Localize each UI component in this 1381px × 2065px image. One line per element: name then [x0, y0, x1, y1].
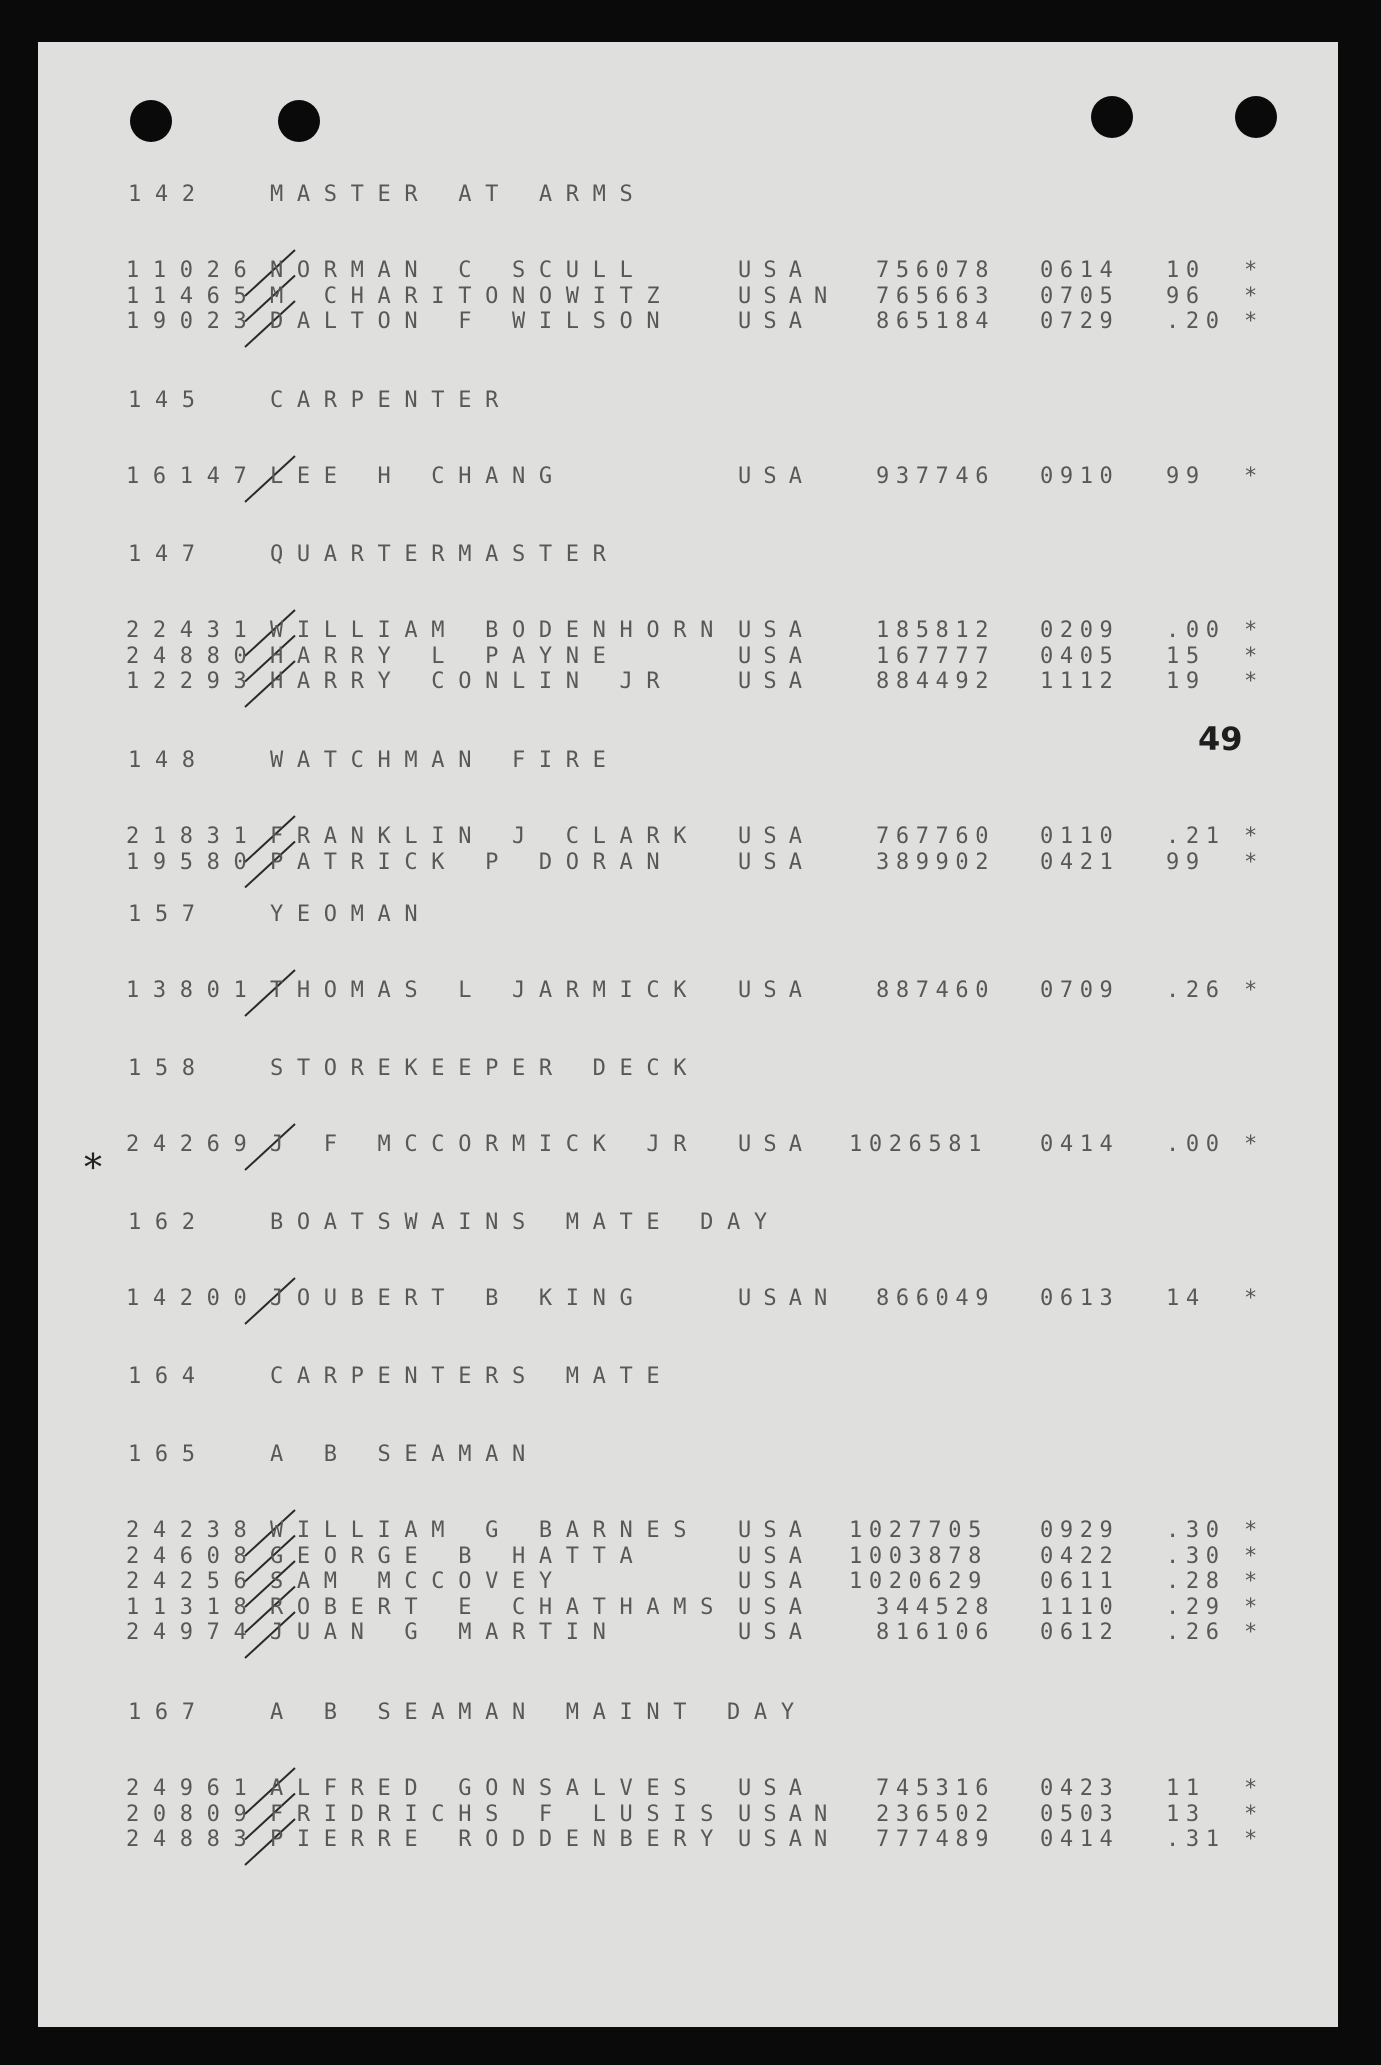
rate-value: .31: [1166, 1827, 1226, 1852]
asterisk-marker: *: [1244, 1776, 1258, 1801]
rate-value: 19: [1166, 669, 1206, 694]
seaman-name: JOUBERT B KING: [270, 1286, 647, 1311]
seaman-name: DALTON F WILSON: [270, 309, 674, 334]
date-code: 0503: [1040, 1801, 1120, 1827]
asterisk-marker: *: [1244, 1620, 1258, 1645]
asterisk-marker: *: [1244, 1569, 1258, 1594]
check-marks-layer: [38, 42, 1338, 2027]
seaman-id: 24269: [126, 1132, 261, 1157]
asterisk-marker: *: [1244, 283, 1258, 309]
date-code: 0209: [1040, 618, 1120, 643]
rating-title: A B SEAMAN MAINT DAY: [270, 1700, 808, 1725]
rate-value: .26: [1166, 978, 1226, 1003]
seaman-name: HARRY CONLIN JR: [270, 669, 674, 694]
seaman-id: 20809: [126, 1801, 261, 1827]
seaman-name: WILLIAM BODENHORN: [270, 618, 728, 643]
seaman-name: M CHARITONOWITZ: [270, 283, 674, 309]
date-code: 0414: [1040, 1827, 1120, 1852]
certificate-number: 185812: [876, 618, 996, 643]
seaman-name: LEE H CHANG: [270, 464, 566, 489]
seaman-id: 16147: [126, 464, 261, 489]
rating-title: BOATSWAINS MATE DAY: [270, 1210, 781, 1235]
certificate-number: 1027705: [849, 1518, 988, 1543]
date-code: 0709: [1040, 978, 1120, 1003]
certificate-number: 344528: [876, 1594, 996, 1620]
citizenship-code: USA: [738, 1776, 815, 1801]
certificate-number: 866049: [876, 1286, 996, 1311]
rating-code: 165: [128, 1442, 209, 1467]
date-code: 0423: [1040, 1776, 1120, 1801]
certificate-number: 777489: [876, 1827, 996, 1852]
seaman-id: 13801: [126, 978, 261, 1003]
seaman-name: FRIDRICHS F LUSIS: [270, 1801, 728, 1827]
seaman-name: GEORGE B HATTA: [270, 1543, 647, 1569]
rate-value: .30: [1166, 1543, 1226, 1569]
citizenship-code: USAN: [738, 1286, 840, 1311]
date-code: 0612: [1040, 1620, 1120, 1645]
citizenship-code: USA: [738, 1518, 815, 1543]
seaman-id: 11026: [126, 258, 261, 283]
seaman-id: 19580: [126, 849, 261, 875]
certificate-number: 756078: [876, 258, 996, 283]
rating-title: CARPENTER: [270, 388, 512, 413]
rating-title: STOREKEEPER DECK: [270, 1056, 701, 1081]
rating-code: 158: [128, 1056, 209, 1081]
rating-code: 167: [128, 1700, 209, 1725]
date-code: 0613: [1040, 1286, 1120, 1311]
asterisk-marker: *: [1244, 669, 1258, 694]
date-code: 0729: [1040, 309, 1120, 334]
certificate-number: 937746: [876, 464, 996, 489]
date-code: 0110: [1040, 824, 1120, 849]
rate-value: .20: [1166, 309, 1226, 334]
rate-value: .28: [1166, 1569, 1226, 1594]
citizenship-code: USAN: [738, 1827, 840, 1852]
citizenship-code: USA: [738, 1594, 815, 1620]
asterisk-marker: *: [1244, 1543, 1258, 1569]
asterisk-marker: *: [1244, 643, 1258, 669]
seaman-id: 22431: [126, 618, 261, 643]
seaman-name: PATRICK P DORAN: [270, 849, 674, 875]
asterisk-marker: *: [1244, 1518, 1258, 1543]
rate-value: 99: [1166, 849, 1206, 875]
rate-value: .21: [1166, 824, 1226, 849]
citizenship-code: USA: [738, 309, 815, 334]
certificate-number: 767760: [876, 824, 996, 849]
rate-value: 99: [1166, 464, 1206, 489]
seaman-id: 11465: [126, 283, 261, 309]
date-code: 0414: [1040, 1132, 1120, 1157]
date-code: 0929: [1040, 1518, 1120, 1543]
seaman-name: THOMAS L JARMICK: [270, 978, 701, 1003]
seaman-name: ALFRED GONSALVES: [270, 1776, 701, 1801]
seaman-name: PIERRE RODDENBERY: [270, 1827, 728, 1852]
citizenship-code: USAN: [738, 283, 840, 309]
citizenship-code: USA: [738, 978, 815, 1003]
seaman-id: 24880: [126, 643, 261, 669]
rating-code: 142: [128, 182, 209, 207]
citizenship-code: USA: [738, 258, 815, 283]
seaman-id: 11318: [126, 1594, 261, 1620]
citizenship-code: USA: [738, 849, 815, 875]
seaman-name: FRANKLIN J CLARK: [270, 824, 701, 849]
seaman-id: 24608: [126, 1543, 261, 1569]
certificate-number: 884492: [876, 669, 996, 694]
asterisk-marker: *: [1244, 618, 1258, 643]
rate-value: 96: [1166, 283, 1206, 309]
document-page: [38, 42, 1338, 2027]
rate-value: .30: [1166, 1518, 1226, 1543]
citizenship-code: USA: [738, 1620, 815, 1645]
asterisk-marker: *: [1244, 309, 1258, 334]
citizenship-code: USA: [738, 1543, 815, 1569]
date-code: 0910: [1040, 464, 1120, 489]
asterisk-marker: *: [1244, 1801, 1258, 1827]
rating-title: WATCHMAN FIRE: [270, 748, 620, 773]
date-code: 1112: [1040, 669, 1120, 694]
certificate-number: 887460: [876, 978, 996, 1003]
asterisk-marker: *: [1244, 1286, 1258, 1311]
seaman-id: 24974: [126, 1620, 261, 1645]
date-code: 0614: [1040, 258, 1120, 283]
rating-title: CARPENTERS MATE: [270, 1364, 674, 1389]
rating-code: 164: [128, 1364, 209, 1389]
citizenship-code: USA: [738, 669, 815, 694]
certificate-number: 167777: [876, 643, 996, 669]
certificate-number: 816106: [876, 1620, 996, 1645]
handwritten-page-number: 49: [1198, 720, 1243, 758]
rate-value: 15: [1166, 643, 1206, 669]
seaman-id: 12293: [126, 669, 261, 694]
seaman-name: J F MCCORMICK JR: [270, 1132, 701, 1157]
asterisk-marker: *: [1244, 978, 1258, 1003]
date-code: 0422: [1040, 1543, 1120, 1569]
citizenship-code: USA: [738, 1569, 815, 1594]
rating-title: MASTER AT ARMS: [270, 182, 647, 207]
asterisk-marker: *: [1244, 1827, 1258, 1852]
certificate-number: 236502: [876, 1801, 996, 1827]
citizenship-code: USA: [738, 643, 815, 669]
asterisk-marker: *: [1244, 1132, 1258, 1157]
seaman-name: NORMAN C SCULL: [270, 258, 647, 283]
date-code: 0421: [1040, 849, 1120, 875]
handwritten-asterisk-mark: *: [84, 1148, 102, 1189]
certificate-number: 1020629: [849, 1569, 988, 1594]
date-code: 0611: [1040, 1569, 1120, 1594]
rating-title: YEOMAN: [270, 902, 432, 927]
seaman-name: JUAN G MARTIN: [270, 1620, 620, 1645]
rating-code: 162: [128, 1210, 209, 1235]
citizenship-code: USA: [738, 618, 815, 643]
asterisk-marker: *: [1244, 824, 1258, 849]
rating-code: 148: [128, 748, 209, 773]
certificate-number: 765663: [876, 283, 996, 309]
citizenship-code: USA: [738, 824, 815, 849]
date-code: 0405: [1040, 643, 1120, 669]
rate-value: .29: [1166, 1594, 1226, 1620]
rating-code: 147: [128, 542, 209, 567]
seaman-id: 21831: [126, 824, 261, 849]
certificate-number: 389902: [876, 849, 996, 875]
rate-value: .00: [1166, 618, 1226, 643]
asterisk-marker: *: [1244, 1594, 1258, 1620]
rate-value: 13: [1166, 1801, 1206, 1827]
rate-value: .00: [1166, 1132, 1226, 1157]
rating-code: 157: [128, 902, 209, 927]
rate-value: 14: [1166, 1286, 1206, 1311]
rate-value: 11: [1166, 1776, 1206, 1801]
asterisk-marker: *: [1244, 464, 1258, 489]
seaman-id: 24961: [126, 1776, 261, 1801]
certificate-number: 1003878: [849, 1543, 988, 1569]
rate-value: .26: [1166, 1620, 1226, 1645]
seaman-id: 24256: [126, 1569, 261, 1594]
citizenship-code: USAN: [738, 1801, 840, 1827]
certificate-number: 1026581: [849, 1132, 988, 1157]
certificate-number: 745316: [876, 1776, 996, 1801]
seaman-name: ROBERT E CHATHAMS: [270, 1594, 728, 1620]
seaman-name: HARRY L PAYNE: [270, 643, 620, 669]
seaman-id: 19023: [126, 309, 261, 334]
date-code: 1110: [1040, 1594, 1120, 1620]
citizenship-code: USA: [738, 464, 815, 489]
citizenship-code: USA: [738, 1132, 815, 1157]
date-code: 0705: [1040, 283, 1120, 309]
rating-title: QUARTERMASTER: [270, 542, 620, 567]
seaman-name: SAM MCCOVEY: [270, 1569, 566, 1594]
rate-value: 10: [1166, 258, 1206, 283]
seaman-name: WILLIAM G BARNES: [270, 1518, 701, 1543]
certificate-number: 865184: [876, 309, 996, 334]
seaman-id: 24238: [126, 1518, 261, 1543]
seaman-id: 24883: [126, 1827, 261, 1852]
asterisk-marker: *: [1244, 258, 1258, 283]
seaman-id: 14200: [126, 1286, 261, 1311]
rating-title: A B SEAMAN: [270, 1442, 539, 1467]
rating-code: 145: [128, 388, 209, 413]
asterisk-marker: *: [1244, 849, 1258, 875]
